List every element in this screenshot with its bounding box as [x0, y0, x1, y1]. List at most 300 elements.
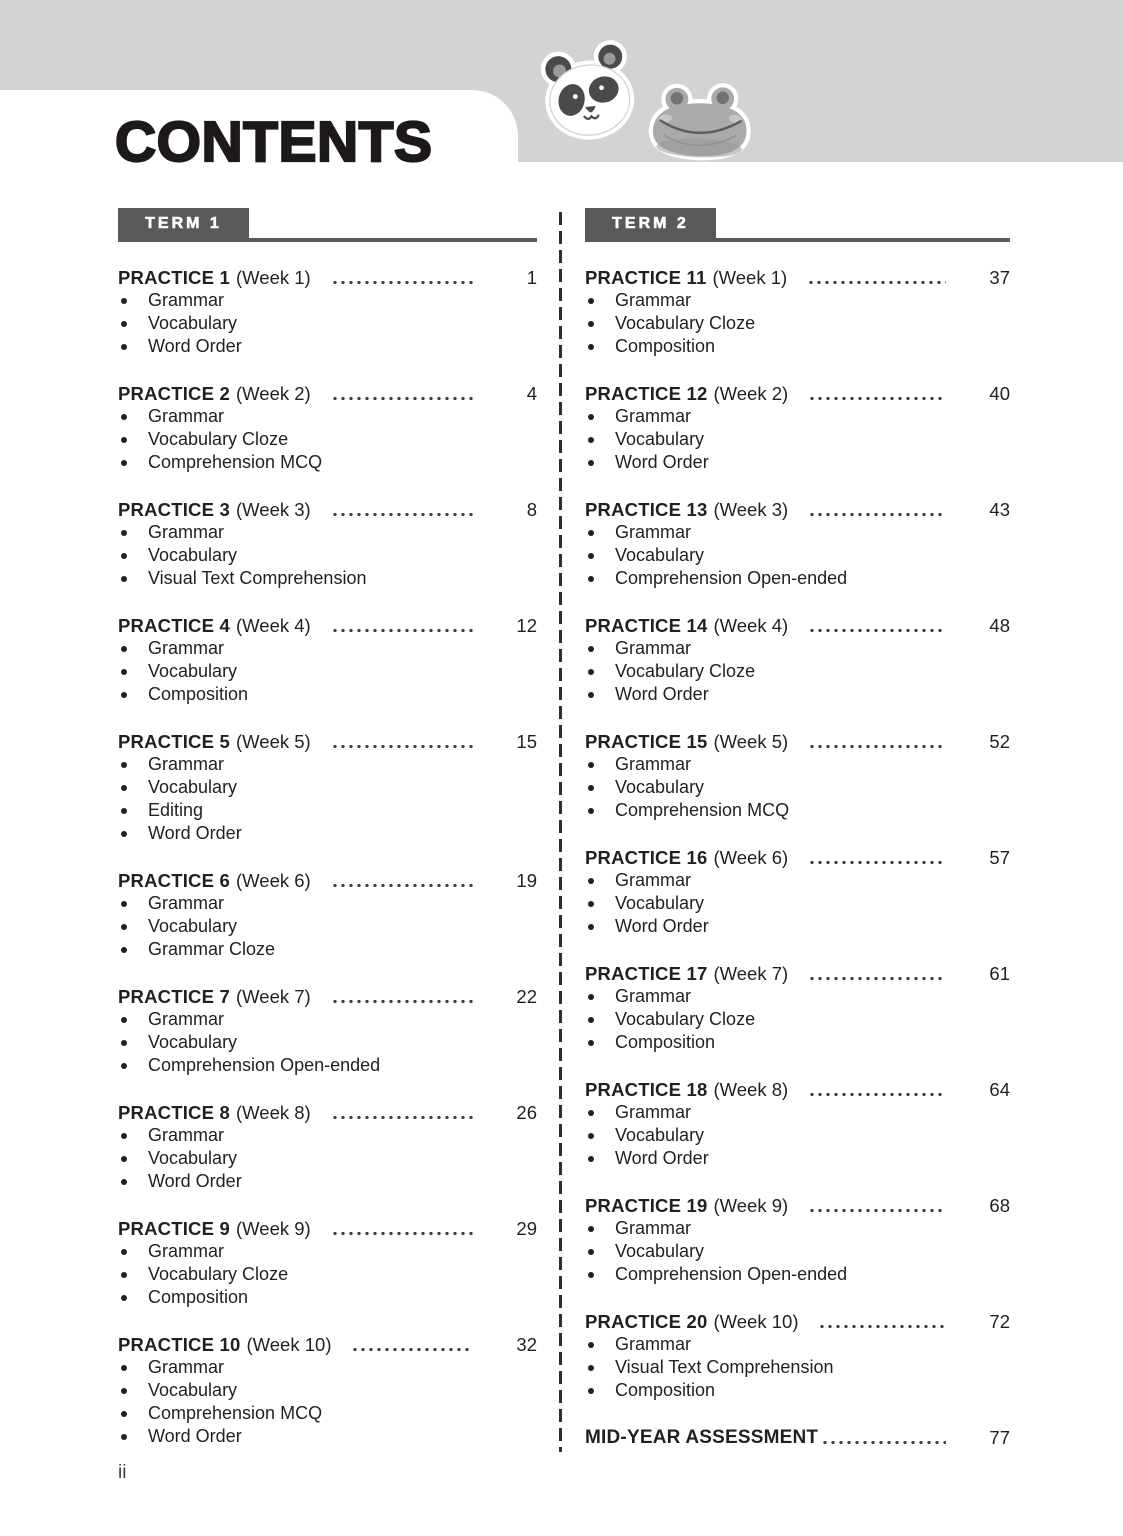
topic-item	[585, 892, 1010, 915]
topic-item	[118, 1379, 537, 1402]
bullet-icon	[121, 344, 127, 350]
dot-leader	[808, 977, 946, 980]
topic-label: Word Order	[615, 1148, 709, 1168]
term-1-badge: TERM 1	[118, 208, 249, 238]
topic-list	[118, 1240, 537, 1309]
page-number: 48	[989, 615, 1010, 636]
bullet-icon	[588, 785, 594, 791]
topic-item	[118, 1356, 537, 1379]
toc-entry	[118, 382, 537, 474]
page-number: 22	[516, 986, 537, 1007]
assessment-row	[585, 1426, 1010, 1449]
page-number: 4	[526, 383, 537, 404]
topic-item	[118, 1425, 537, 1448]
topic-label: Grammar	[615, 1102, 691, 1122]
topic-label: Grammar	[615, 986, 691, 1006]
week-label: (Week 7)	[236, 986, 311, 1007]
bullet-icon	[588, 437, 594, 443]
topic-label: Vocabulary	[148, 777, 238, 797]
topic-label: Vocabulary	[615, 1125, 705, 1145]
topic-label: Vocabulary	[615, 429, 705, 449]
topic-item	[585, 1101, 1010, 1124]
topic-item	[118, 1008, 537, 1031]
topic-list	[585, 1217, 1010, 1286]
panda-icon	[535, 37, 645, 149]
topic-label: Grammar	[615, 870, 691, 890]
assessment-label: MID-YEAR ASSESSMENT	[585, 1427, 819, 1448]
topic-label: Word Order	[148, 1426, 242, 1446]
bullet-icon	[588, 1110, 594, 1116]
topic-item	[118, 1402, 537, 1425]
week-label: (Week 3)	[713, 499, 789, 520]
topic-item	[585, 1263, 1010, 1286]
dot-leader	[807, 281, 946, 284]
page-number: 26	[516, 1102, 537, 1123]
topic-label: Vocabulary	[148, 1148, 238, 1168]
bullet-icon	[121, 460, 127, 466]
topic-item	[585, 335, 1010, 358]
bullet-icon	[121, 530, 127, 536]
bullet-icon	[588, 553, 594, 559]
topic-item	[585, 1008, 1010, 1031]
toc-entry	[118, 730, 537, 845]
topic-item	[585, 660, 1010, 683]
page-number: 43	[989, 499, 1010, 520]
bullet-icon	[121, 901, 127, 907]
topic-label: Composition	[148, 1287, 249, 1307]
bullet-icon	[121, 1411, 127, 1417]
topic-label: Vocabulary	[148, 1032, 238, 1052]
topic-label: Grammar	[148, 1009, 224, 1029]
topic-list	[585, 985, 1010, 1054]
topic-list	[585, 637, 1010, 706]
term-1-column	[118, 208, 537, 1472]
page-number: 19	[516, 870, 537, 891]
topic-label: Visual Text Comprehension	[148, 568, 367, 588]
practice-label: PRACTICE 10	[118, 1334, 241, 1355]
dot-leader	[331, 745, 473, 748]
practice-label: PRACTICE 13	[585, 499, 708, 520]
topic-label: Editing	[148, 800, 204, 820]
topic-item	[585, 1031, 1010, 1054]
topic-label: Vocabulary	[148, 661, 238, 681]
entry-title-row	[585, 846, 1010, 869]
topic-list	[118, 1008, 537, 1077]
entry-title-row	[585, 498, 1010, 521]
bullet-icon	[121, 1388, 127, 1394]
topic-label: Grammar	[148, 638, 224, 658]
topic-list	[118, 289, 537, 358]
practice-label: PRACTICE 5	[118, 731, 230, 752]
term-2-entries	[585, 266, 1010, 1449]
topic-label: Comprehension Open-ended	[615, 1264, 848, 1284]
topic-item	[118, 1054, 537, 1077]
topic-list	[585, 289, 1010, 358]
topic-label: Vocabulary Cloze	[615, 661, 756, 681]
bullet-icon	[588, 808, 594, 814]
topic-item	[118, 1170, 537, 1193]
bullet-icon	[121, 553, 127, 559]
bullet-icon	[588, 878, 594, 884]
topic-label: Vocabulary	[148, 313, 238, 333]
bullet-icon	[588, 1365, 594, 1371]
topic-label: Word Order	[148, 823, 242, 843]
topic-item	[118, 776, 537, 799]
topic-item	[585, 405, 1010, 428]
bullet-icon	[121, 947, 127, 953]
page-number: 52	[989, 731, 1010, 752]
entry-title-row	[118, 266, 537, 289]
bullet-icon	[121, 1434, 127, 1440]
topic-item	[118, 1240, 537, 1263]
toc-entry	[118, 869, 537, 961]
topic-label: Vocabulary Cloze	[148, 1264, 289, 1284]
entry-title-row	[585, 1194, 1010, 1217]
dot-leader	[808, 513, 946, 516]
toc-entry	[585, 1078, 1010, 1170]
week-label: (Week 7)	[713, 963, 789, 984]
entry-title-row	[585, 962, 1010, 985]
topic-label: Word Order	[148, 1171, 242, 1191]
dot-leader	[821, 1441, 946, 1444]
practice-label: PRACTICE 19	[585, 1195, 708, 1216]
week-label: (Week 10)	[246, 1334, 332, 1355]
bullet-icon	[121, 1017, 127, 1023]
topic-item	[585, 428, 1010, 451]
topic-item	[585, 521, 1010, 544]
entry-title-row	[118, 1333, 537, 1356]
week-label: (Week 6)	[713, 847, 789, 868]
page-number: 57	[989, 847, 1010, 868]
topic-item	[585, 544, 1010, 567]
entry-title-row	[118, 985, 537, 1008]
practice-label: PRACTICE 17	[585, 963, 708, 984]
dot-leader	[808, 861, 946, 864]
topic-label: Vocabulary	[615, 1241, 705, 1261]
entry-title-row	[585, 1078, 1010, 1101]
bullet-icon	[121, 692, 127, 698]
bullet-icon	[588, 321, 594, 327]
topic-item	[585, 451, 1010, 474]
topic-item	[118, 938, 537, 961]
topic-item	[585, 753, 1010, 776]
practice-label: PRACTICE 14	[585, 615, 708, 636]
topic-item	[118, 753, 537, 776]
term-2-column	[585, 208, 1010, 1449]
topic-label: Vocabulary	[148, 916, 238, 936]
bullet-icon	[121, 1272, 127, 1278]
topic-item	[118, 1147, 537, 1170]
topic-label: Comprehension Open-ended	[615, 568, 848, 588]
topic-item	[585, 1147, 1010, 1170]
page-number: 72	[989, 1311, 1010, 1332]
toc-entry	[118, 266, 537, 358]
term-1-header	[118, 208, 537, 242]
topic-item	[118, 660, 537, 683]
page-number: 1	[526, 267, 537, 288]
bullet-icon	[588, 1388, 594, 1394]
dot-leader	[331, 884, 473, 887]
dot-leader	[808, 397, 946, 400]
topic-item	[585, 1240, 1010, 1263]
week-label: (Week 4)	[713, 615, 789, 636]
week-label: (Week 5)	[236, 731, 311, 752]
week-label: (Week 8)	[236, 1102, 311, 1123]
topic-label: Grammar	[148, 290, 224, 310]
topic-list	[118, 892, 537, 961]
entry-title-row	[118, 382, 537, 405]
week-label: (Week 1)	[712, 267, 788, 288]
topic-item	[118, 799, 537, 822]
toc-entry	[585, 730, 1010, 822]
toc-entry	[118, 614, 537, 706]
page-number: 64	[989, 1079, 1010, 1100]
page-number-footer: ii	[118, 1462, 127, 1483]
bullet-icon	[588, 901, 594, 907]
page-number: 29	[516, 1218, 537, 1239]
week-label: (Week 8)	[713, 1079, 789, 1100]
page-title: CONTENTS	[115, 110, 433, 174]
bullet-icon	[588, 1226, 594, 1232]
bullet-icon	[588, 1040, 594, 1046]
topic-item	[118, 637, 537, 660]
dot-leader	[331, 397, 473, 400]
topic-list	[585, 405, 1010, 474]
dot-leader	[331, 1116, 473, 1119]
bullet-icon	[588, 1133, 594, 1139]
bullet-icon	[121, 924, 127, 930]
bullet-icon	[121, 1040, 127, 1046]
topic-label: Grammar	[148, 893, 224, 913]
topic-item	[118, 521, 537, 544]
bullet-icon	[121, 1179, 127, 1185]
topic-item	[118, 428, 537, 451]
dot-leader	[331, 1000, 473, 1003]
bullet-icon	[588, 530, 594, 536]
bullet-icon	[121, 1133, 127, 1139]
week-label: (Week 2)	[713, 383, 789, 404]
practice-label: PRACTICE 3	[118, 499, 230, 520]
topic-item	[585, 567, 1010, 590]
bullet-icon	[588, 1342, 594, 1348]
bullet-icon	[121, 808, 127, 814]
topic-label: Vocabulary	[615, 777, 705, 797]
term-2-badge: TERM 2	[585, 208, 716, 238]
page-number: 15	[516, 731, 537, 752]
topic-label: Composition	[615, 1032, 716, 1052]
bullet-icon	[121, 321, 127, 327]
topic-label: Grammar	[148, 406, 224, 426]
topic-list	[118, 521, 537, 590]
bullet-icon	[588, 1249, 594, 1255]
topic-item	[118, 892, 537, 915]
term-1-entries	[118, 266, 537, 1448]
week-label: (Week 6)	[236, 870, 311, 891]
dot-leader	[808, 1093, 946, 1096]
dot-leader	[331, 629, 473, 632]
topic-item	[585, 915, 1010, 938]
topic-item	[118, 1286, 537, 1309]
page-number: 37	[989, 267, 1010, 288]
topic-label: Composition	[615, 336, 716, 356]
toc-entry	[585, 1310, 1010, 1402]
topic-label: Vocabulary Cloze	[615, 1009, 756, 1029]
dot-leader	[351, 1348, 473, 1351]
dot-leader	[808, 745, 946, 748]
topic-item	[585, 776, 1010, 799]
topic-list	[118, 405, 537, 474]
topic-label: Word Order	[615, 684, 709, 704]
practice-label: PRACTICE 16	[585, 847, 708, 868]
toc-entry	[585, 266, 1010, 358]
bullet-icon	[588, 1156, 594, 1162]
topic-list	[585, 1333, 1010, 1402]
topic-label: Comprehension MCQ	[615, 800, 790, 820]
bullet-icon	[121, 1063, 127, 1069]
column-divider	[559, 212, 562, 1452]
topic-label: Grammar	[615, 406, 691, 426]
page-number: 8	[526, 499, 537, 520]
entry-title-row	[118, 614, 537, 637]
topic-list	[585, 869, 1010, 938]
entry-title-row	[585, 1310, 1010, 1333]
topic-item	[585, 1217, 1010, 1240]
practice-label: PRACTICE 8	[118, 1102, 230, 1123]
topic-label: Comprehension MCQ	[148, 1403, 323, 1423]
dot-leader	[331, 513, 473, 516]
topic-label: Grammar	[615, 638, 691, 658]
bullet-icon	[121, 298, 127, 304]
topic-item	[585, 637, 1010, 660]
topic-item	[585, 869, 1010, 892]
topic-label: Vocabulary	[148, 1380, 238, 1400]
topic-item	[118, 451, 537, 474]
bullet-icon	[588, 1017, 594, 1023]
bullet-icon	[588, 576, 594, 582]
practice-label: PRACTICE 7	[118, 986, 230, 1007]
topic-list	[585, 753, 1010, 822]
toc-entry	[118, 1101, 537, 1193]
toc-entry	[118, 1217, 537, 1309]
topic-item	[118, 289, 537, 312]
topic-label: Composition	[148, 684, 249, 704]
page-number: 12	[516, 615, 537, 636]
practice-label: PRACTICE 18	[585, 1079, 708, 1100]
frog-icon	[647, 80, 754, 166]
topic-list	[585, 1101, 1010, 1170]
topic-item	[118, 544, 537, 567]
week-label: (Week 2)	[236, 383, 311, 404]
topic-label: Grammar	[615, 1218, 691, 1238]
toc-entry	[585, 1194, 1010, 1286]
week-label: (Week 3)	[236, 499, 311, 520]
topic-item	[585, 1356, 1010, 1379]
page-number: 40	[989, 383, 1010, 404]
page-number: 32	[516, 1334, 537, 1355]
toc-entry	[118, 498, 537, 590]
topic-label: Grammar Cloze	[148, 939, 276, 959]
bullet-icon	[121, 785, 127, 791]
entry-title-row	[118, 498, 537, 521]
topic-item	[118, 312, 537, 335]
topic-item	[118, 335, 537, 358]
practice-label: PRACTICE 6	[118, 870, 230, 891]
page-number: 77	[989, 1427, 1010, 1448]
entry-title-row	[118, 869, 537, 892]
entry-title-row	[118, 1101, 537, 1124]
topic-label: Visual Text Comprehension	[615, 1357, 834, 1377]
topic-label: Vocabulary Cloze	[148, 429, 289, 449]
topic-item	[118, 683, 537, 706]
practice-label: PRACTICE 12	[585, 383, 708, 404]
bullet-icon	[588, 414, 594, 420]
practice-label: PRACTICE 2	[118, 383, 230, 404]
bullet-icon	[588, 646, 594, 652]
bullet-icon	[588, 762, 594, 768]
topic-list	[118, 1124, 537, 1193]
topic-item	[585, 312, 1010, 335]
topic-label: Composition	[615, 1380, 716, 1400]
entry-title-row	[585, 730, 1010, 753]
topic-item	[585, 799, 1010, 822]
topic-list	[118, 753, 537, 845]
topic-item	[118, 1031, 537, 1054]
topic-item	[585, 1333, 1010, 1356]
toc-entry	[585, 962, 1010, 1054]
bullet-icon	[121, 1156, 127, 1162]
topic-item	[118, 567, 537, 590]
practice-label: PRACTICE 9	[118, 1218, 230, 1239]
practice-label: PRACTICE 15	[585, 731, 708, 752]
topic-item	[585, 985, 1010, 1008]
topic-item	[118, 405, 537, 428]
topic-item	[585, 683, 1010, 706]
topic-label: Grammar	[148, 1125, 224, 1145]
panda-sticker	[535, 37, 645, 149]
topic-item	[585, 289, 1010, 312]
topic-label: Grammar	[615, 1334, 691, 1354]
bullet-icon	[121, 1295, 127, 1301]
topic-label: Word Order	[615, 916, 709, 936]
week-label: (Week 5)	[713, 731, 789, 752]
topic-list	[118, 637, 537, 706]
week-label: (Week 1)	[236, 267, 311, 288]
bullet-icon	[588, 692, 594, 698]
toc-entry	[118, 985, 537, 1077]
bullet-icon	[588, 669, 594, 675]
topic-label: Word Order	[148, 336, 242, 356]
topic-label: Vocabulary	[148, 545, 238, 565]
week-label: (Week 9)	[236, 1218, 311, 1239]
page-number: 61	[989, 963, 1010, 984]
topic-item	[585, 1124, 1010, 1147]
topic-label: Comprehension MCQ	[148, 452, 323, 472]
week-label: (Week 4)	[236, 615, 311, 636]
entry-title-row	[585, 382, 1010, 405]
dot-leader	[331, 281, 473, 284]
topic-list	[118, 1356, 537, 1448]
topic-item	[118, 1124, 537, 1147]
dot-leader	[808, 629, 946, 632]
bullet-icon	[121, 646, 127, 652]
frog-sticker	[647, 80, 754, 166]
topic-label: Vocabulary	[615, 893, 705, 913]
topic-label: Grammar	[615, 522, 691, 542]
toc-entry	[585, 382, 1010, 474]
bullet-icon	[588, 994, 594, 1000]
topic-item	[118, 1263, 537, 1286]
practice-label: PRACTICE 1	[118, 267, 230, 288]
